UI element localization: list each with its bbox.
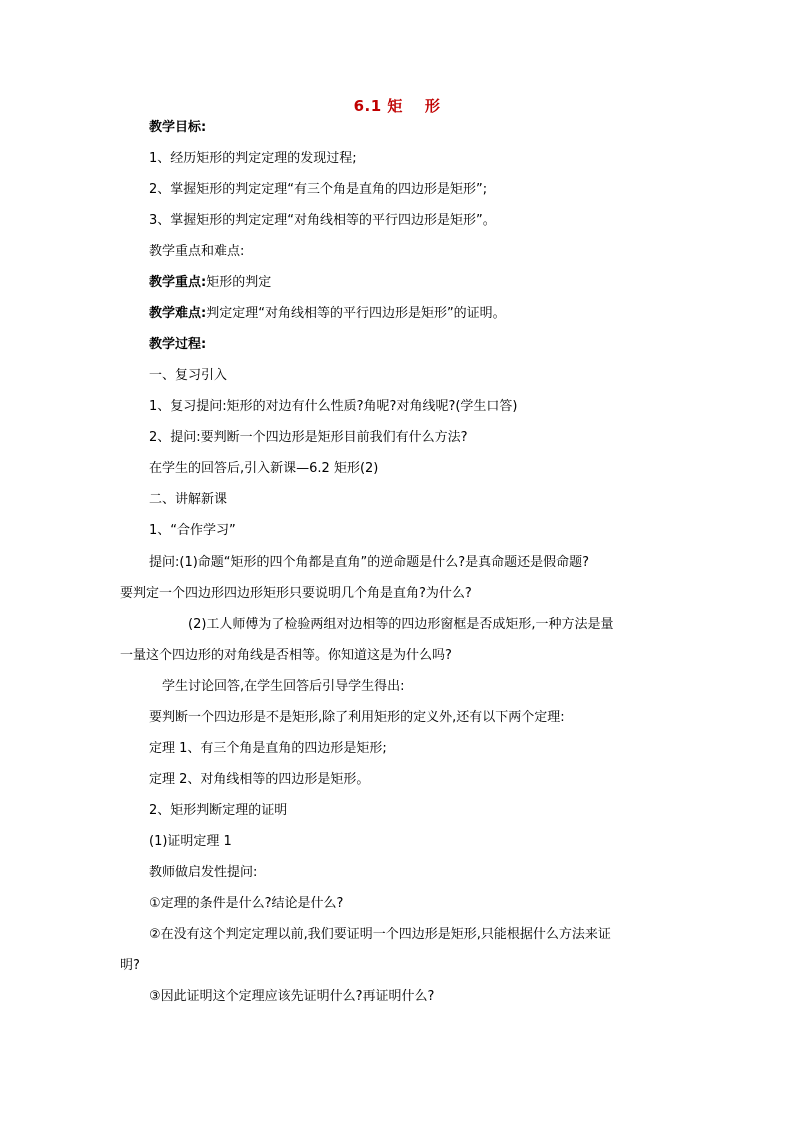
theorem-2: 定理 2、对角线相等的四边形是矩形。 [149, 772, 370, 787]
objective-1: 1、经历矩形的判定定理的发现过程; [149, 151, 357, 166]
objective-2: 2、掌握矩形的判定定理“有三个角是直角的四边形是矩形”; [149, 182, 488, 197]
question-1-line-1: 提问:(1)命题“矩形的四个角都是直角”的逆命题是什么?是真命题还是假命题? [149, 555, 590, 570]
question-2-line-2: 一量这个四边形的对角线是否相等。你知道这是为什么吗? [120, 648, 452, 663]
key-point-label: 教学重点: [149, 275, 207, 290]
proof-theorem-1: (1)证明定理 1 [149, 834, 232, 849]
difficulty-line [149, 306, 506, 322]
objective-3: 3、掌握矩形的判定定理“对角线相等的平行四边形是矩形”。 [149, 213, 496, 228]
title-char-2: 形 [424, 97, 441, 115]
section-review: 一、复习引入 [149, 368, 228, 383]
difficulty-label: 教学难点: [149, 306, 207, 321]
review-question-2: 2、提问:要判断一个四边形是矩形目前我们有什么方法? [149, 430, 468, 445]
heading-process: 教学过程: [149, 337, 207, 352]
question-1-line-2: 要判定一个四边形四边形矩形只要说明几个角是直角?为什么? [120, 586, 472, 601]
prompt-question-1: ①定理的条件是什么?结论是什么? [149, 896, 344, 911]
intro-new-lesson: 在学生的回答后,引入新课—6.2 矩形(2) [149, 461, 379, 476]
discussion-line: 学生讨论回答,在学生回答后引导学生得出: [162, 679, 405, 694]
prompt-question-2-line-1: ②在没有这个判定定理以前,我们要证明一个四边形是矩形,只能根据什么方法来证 [149, 927, 611, 942]
review-question-1: 1、复习提问:矩形的对边有什么性质?角呢?对角线呢?(学生口答) [149, 399, 518, 414]
theorem-intro: 要判断一个四边形是不是矩形,除了利用矩形的定义外,还有以下两个定理: [149, 710, 565, 725]
section-new-lesson: 二、讲解新课 [149, 492, 228, 507]
key-point-line [149, 275, 271, 291]
key-point-text: 矩形的判定 [206, 275, 272, 290]
theorem-1: 定理 1、有三个角是直角的四边形是矩形; [149, 741, 387, 756]
title-char-1: 矩 [387, 97, 403, 115]
teacher-prompt: 教师做启发性提问: [149, 865, 258, 880]
heading-objectives: 教学目标: [149, 120, 207, 135]
title-number: 6.1 [353, 97, 382, 115]
prompt-question-2-line-2: 明? [120, 958, 140, 973]
heading-key-points: 教学重点和难点: [149, 244, 245, 259]
cooperative-learning: 1、“合作学习” [149, 523, 236, 538]
difficulty-text: 判定定理“对角线相等的平行四边形是矩形”的证明。 [206, 306, 506, 321]
question-2-line-1: (2)工人师傅为了检验两组对边相等的四边形窗框是否成矩形,一种方法是量 [188, 617, 614, 632]
page-title [0, 95, 794, 116]
section-proof: 2、矩形判断定理的证明 [149, 803, 288, 818]
prompt-question-3: ③因此证明这个定理应该先证明什么?再证明什么? [149, 989, 435, 1004]
